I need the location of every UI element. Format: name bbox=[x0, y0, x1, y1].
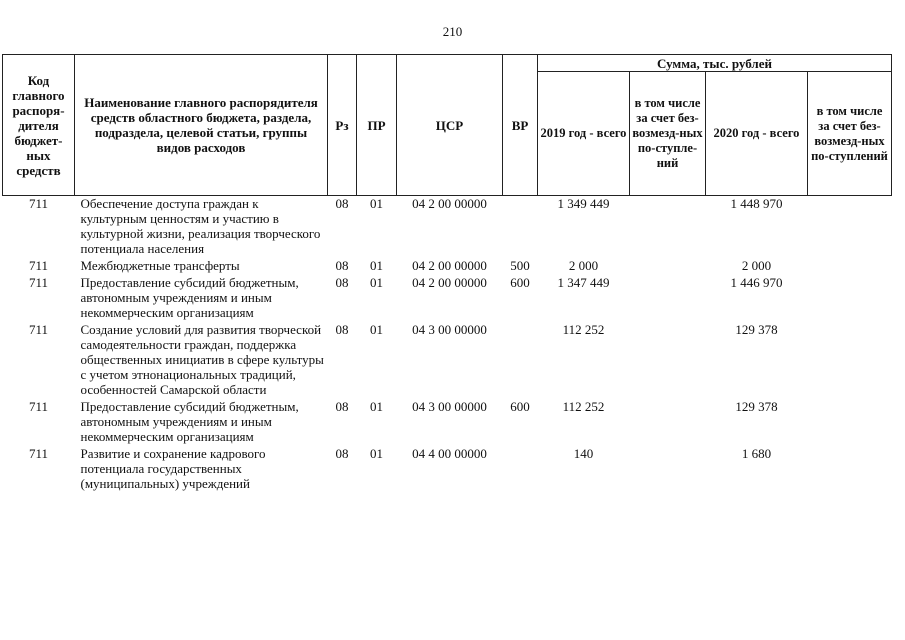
cell-2019-gratuitous bbox=[630, 275, 706, 322]
cell-2020-gratuitous bbox=[808, 446, 892, 493]
page-number: 210 bbox=[442, 24, 463, 39]
cell-2019-total: 140 bbox=[573, 446, 594, 461]
header-2020-gratuitous: в том числе за счет без-возмезд-ных по-ступлений bbox=[808, 72, 892, 196]
cell-2020-gratuitous bbox=[808, 399, 892, 446]
cell-csr: 04 3 00 00000 bbox=[412, 322, 487, 337]
cell-name: Создание условий для развития творческой самодеятельности граждан, поддержка общественных инициатив в сфере культуры с учетом этнонациональных традиций, особенностей Самарской области bbox=[80, 322, 324, 397]
header-2019-gratuitous: в том числе за счет без-возмезд-ных по-ступле-ний bbox=[630, 72, 706, 196]
cell-rz: 08 bbox=[335, 322, 349, 337]
cell-2020-gratuitous bbox=[808, 196, 892, 259]
cell-name: Предоставление субсидий бюджетным, автономным учреждениям и иным некоммерческим организациям bbox=[80, 275, 299, 320]
table-header bbox=[3, 55, 892, 196]
table-row bbox=[3, 399, 892, 446]
cell-2020-gratuitous bbox=[808, 258, 892, 275]
header-csr: ЦСР bbox=[397, 55, 503, 196]
cell-2020-total: 1 680 bbox=[741, 446, 772, 461]
cell-rz: 08 bbox=[335, 446, 349, 461]
cell-pr: 01 bbox=[370, 322, 383, 337]
cell-name: Обеспечение доступа граждан к культурным ценностям и участию в культурной жизни, реализация творческого потенциала населения bbox=[80, 196, 321, 256]
cell-2019-gratuitous bbox=[630, 196, 706, 259]
header-code: Код главного распоря-дителя бюджет-ных средств bbox=[3, 55, 75, 196]
cell-2019-gratuitous bbox=[630, 258, 706, 275]
cell-rz: 08 bbox=[335, 196, 349, 211]
cell-name: Предоставление субсидий бюджетным, автономным учреждениям и иным некоммерческим организациям bbox=[80, 399, 299, 444]
header-2020-total: 2020 год - всего bbox=[706, 72, 808, 196]
cell-vr: 600 bbox=[510, 399, 530, 414]
cell-code: 711 bbox=[28, 275, 49, 290]
budget-table bbox=[2, 54, 892, 493]
header-rz: Рз bbox=[328, 55, 357, 196]
cell-code: 711 bbox=[28, 446, 49, 461]
cell-csr: 04 4 00 00000 bbox=[412, 446, 487, 461]
cell-rz: 08 bbox=[335, 399, 349, 414]
table-body bbox=[3, 196, 892, 494]
table-row bbox=[3, 322, 892, 399]
cell-2020-total: 2 000 bbox=[741, 258, 772, 273]
cell-2019-total: 112 252 bbox=[562, 322, 605, 337]
cell-2020-total: 129 378 bbox=[735, 322, 778, 337]
header-name: Наименование главного распорядителя средств областного бюджета, раздела, подраздела, целевой статьи, группы видов расходов bbox=[75, 55, 328, 196]
cell-2019-gratuitous bbox=[630, 446, 706, 493]
cell-csr: 04 2 00 00000 bbox=[412, 258, 487, 273]
header-sum: Сумма, тыс. рублей bbox=[538, 55, 892, 72]
cell-pr: 01 bbox=[370, 275, 383, 290]
cell-2020-gratuitous bbox=[808, 275, 892, 322]
cell-pr: 01 bbox=[370, 196, 383, 211]
table-row bbox=[3, 446, 892, 493]
cell-2019-total: 112 252 bbox=[562, 399, 605, 414]
header-pr: ПР bbox=[357, 55, 397, 196]
cell-code: 711 bbox=[28, 399, 49, 414]
cell-2019-total: 1 347 449 bbox=[557, 275, 610, 290]
cell-pr: 01 bbox=[370, 399, 383, 414]
cell-vr bbox=[503, 196, 538, 259]
cell-2020-total: 129 378 bbox=[735, 399, 778, 414]
cell-2019-gratuitous bbox=[630, 399, 706, 446]
cell-2020-total: 1 448 970 bbox=[730, 196, 783, 211]
cell-rz: 08 bbox=[335, 258, 349, 273]
cell-2019-total: 2 000 bbox=[568, 258, 599, 273]
header-vr: ВР bbox=[503, 55, 538, 196]
cell-pr: 01 bbox=[370, 258, 383, 273]
cell-vr: 500 bbox=[510, 258, 530, 273]
cell-pr: 01 bbox=[370, 446, 383, 461]
cell-csr: 04 2 00 00000 bbox=[412, 196, 487, 211]
cell-csr: 04 3 00 00000 bbox=[412, 399, 487, 414]
cell-vr: 600 bbox=[510, 275, 530, 290]
cell-csr: 04 2 00 00000 bbox=[412, 275, 487, 290]
cell-name: Развитие и сохранение кадрового потенциала государственных (муниципальных) учреждений bbox=[80, 446, 266, 491]
table-row bbox=[3, 275, 892, 322]
cell-vr bbox=[503, 322, 538, 399]
table-row bbox=[3, 196, 892, 259]
header-2019-total: 2019 год - всего bbox=[538, 72, 630, 196]
table-row bbox=[3, 258, 892, 275]
cell-code: 711 bbox=[28, 196, 49, 211]
cell-2019-total: 1 349 449 bbox=[557, 196, 610, 211]
cell-code: 711 bbox=[28, 322, 49, 337]
cell-2020-total: 1 446 970 bbox=[730, 275, 783, 290]
cell-code: 711 bbox=[28, 258, 49, 273]
cell-vr bbox=[503, 446, 538, 493]
cell-2020-gratuitous bbox=[808, 322, 892, 399]
cell-2019-gratuitous bbox=[630, 322, 706, 399]
cell-name: Межбюджетные трансферты bbox=[80, 258, 240, 273]
cell-rz: 08 bbox=[335, 275, 349, 290]
